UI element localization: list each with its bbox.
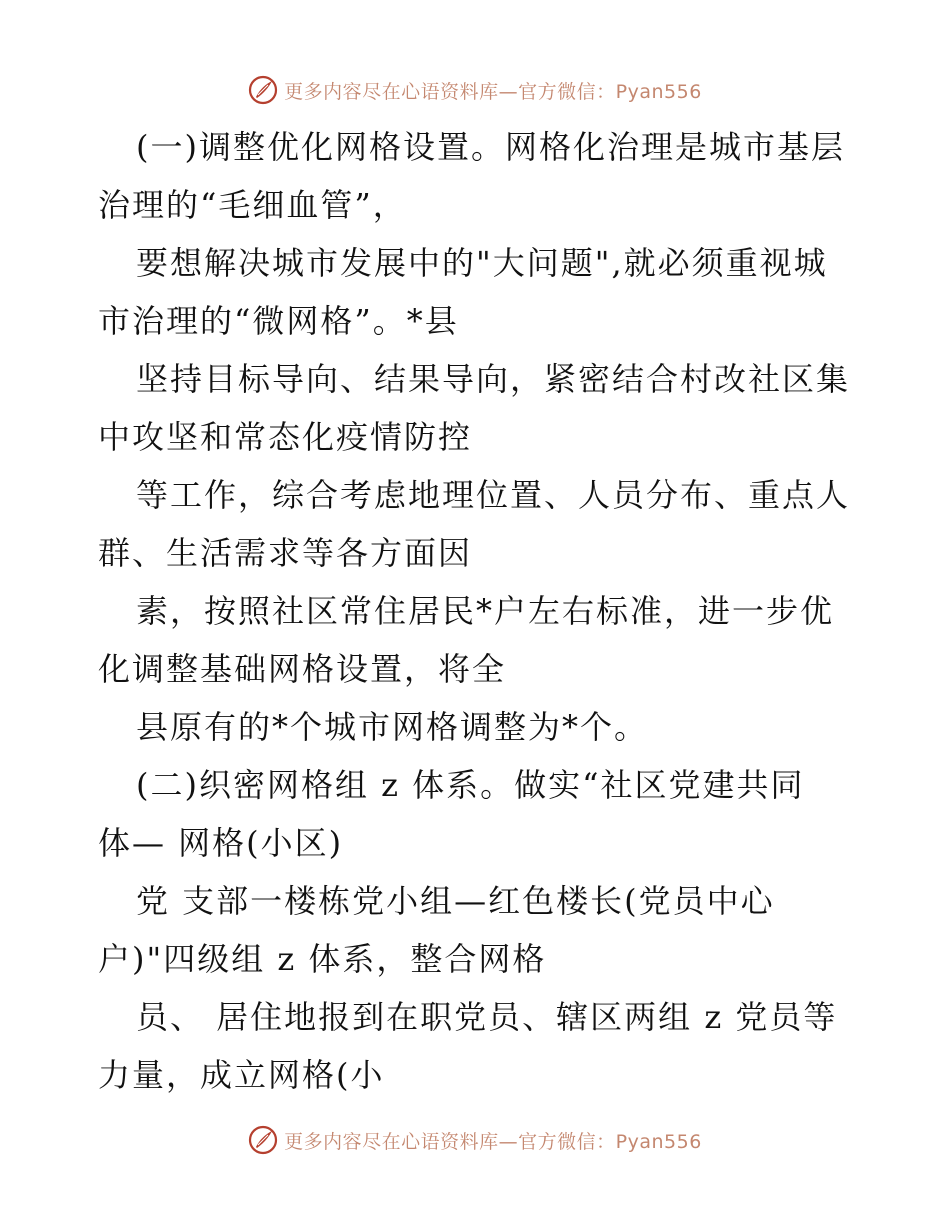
- feather-logo-icon: [248, 75, 278, 105]
- text-line: 县原有的*个城市网格调整为*个。: [136, 708, 649, 746]
- feather-logo-icon: [248, 1125, 278, 1155]
- text-line: 体— 网格(小区): [98, 824, 344, 862]
- watermark-text: 更多内容尽在心语资料库—官方微信：Pyan556: [284, 1130, 702, 1153]
- text-line: 党 支部一楼栋党小组—红色楼长(党员中心: [136, 882, 775, 920]
- text-line: 坚持目标导向、结果导向，紧密结合村改社区集: [136, 360, 851, 398]
- text-line: 等工作，综合考虑地理位置、人员分布、重点人: [136, 476, 851, 514]
- text-line: 治理的“毛细血管”，: [98, 186, 407, 224]
- document-body: [98, 118, 858, 1104]
- text-line: (一)调整优化网格设置。网格化治理是城市基层: [136, 128, 845, 166]
- text-line: 素，按照社区常住居民*户左右标准，进一步优: [136, 592, 835, 630]
- text-line: 户)"四级组 z 体系，整合网格: [98, 940, 547, 978]
- text-line: 力量，成立网格(小: [98, 1056, 385, 1094]
- text-line: (二)织密网格组 z 体系。做实“社区党建共同: [136, 766, 805, 804]
- text-line: 中攻坚和常态化疫情防控: [98, 418, 473, 456]
- watermark-footer: [0, 1122, 950, 1158]
- text-line: 员、 居住地报到在职党员、辖区两组 z 党员等: [136, 998, 838, 1036]
- watermark-text: 更多内容尽在心语资料库—官方微信：Pyan556: [284, 80, 702, 103]
- text-line: 要想解决城市发展中的"大问题",就必须重视城: [136, 244, 828, 282]
- watermark-header: [0, 72, 950, 108]
- text-line: 市治理的“微网格”。*县: [98, 302, 459, 340]
- text-line: 群、生活需求等各方面因: [98, 534, 473, 572]
- text-line: 化调整基础网格设置，将全: [98, 650, 507, 688]
